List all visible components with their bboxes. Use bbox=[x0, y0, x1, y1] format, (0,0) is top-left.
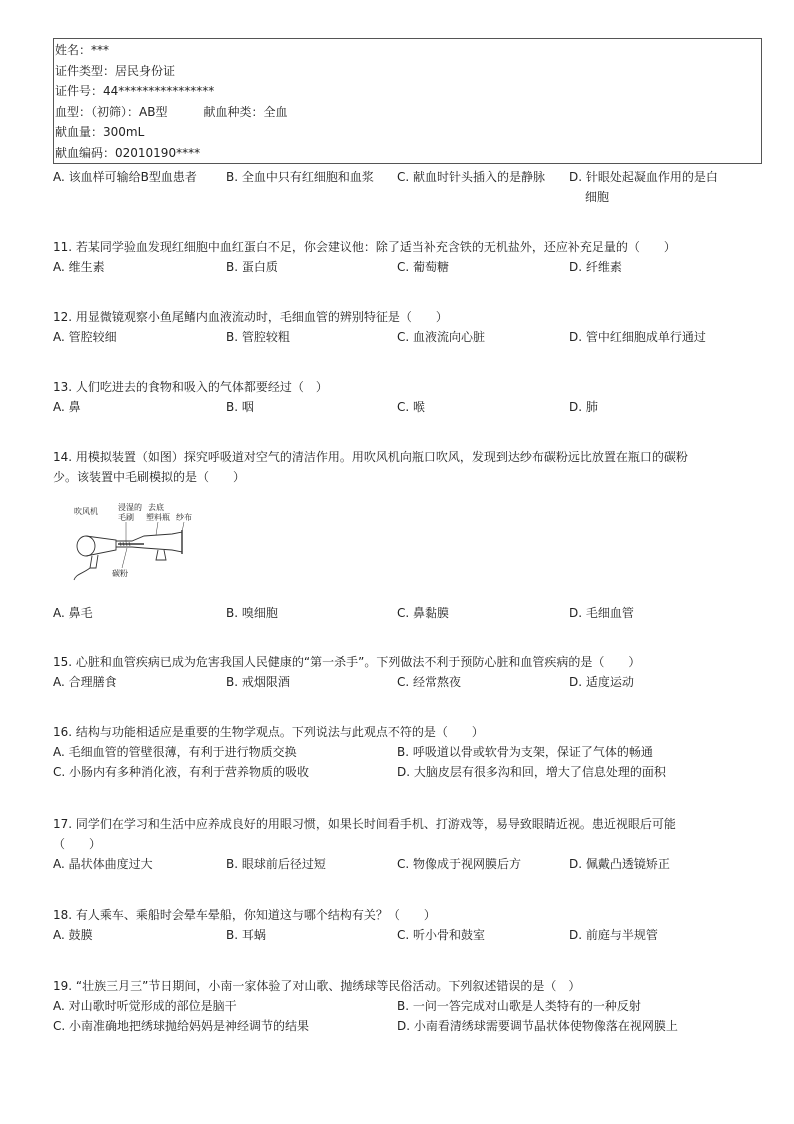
q10-option-d-line1: D. 针眼处起凝血作用的是白 bbox=[569, 170, 718, 184]
info-id-no: 证件号：44**************** bbox=[55, 84, 215, 99]
fig-label-hairdryer: 吹风机 bbox=[74, 507, 98, 516]
q10-option-b[interactable]: B. 全血中只有红细胞和血浆 bbox=[226, 170, 374, 184]
q16-option-c[interactable]: C. 小肠内有多种消化液，有利于营养物质的吸收 bbox=[53, 765, 310, 779]
q11-option-c[interactable]: C. 葡萄糖 bbox=[397, 260, 450, 274]
fig-label-carbon: 碳粉 bbox=[112, 569, 128, 578]
q14-stem-line1: 14. 用模拟装置（如图）探究呼吸道对空气的清洁作用。用吹风机向瓶口吹风，发现到达纱布碳粉远比放置在瓶口的碳粉 bbox=[53, 450, 688, 464]
q18-option-a[interactable]: A. 鼓膜 bbox=[53, 928, 93, 942]
question-14-options bbox=[53, 603, 773, 623]
q10-option-c[interactable]: C. 献血时针头插入的是静脉 bbox=[397, 170, 546, 184]
q13-stem: 13. 人们吃进去的食物和吸入的气体都要经过（ ） bbox=[53, 380, 328, 394]
q18-option-c[interactable]: C. 听小骨和鼓室 bbox=[397, 928, 486, 942]
q11-option-d[interactable]: D. 纤维素 bbox=[569, 260, 622, 274]
bottle-drawing bbox=[116, 522, 184, 568]
question-17 bbox=[53, 814, 773, 874]
q14-apparatus-figure bbox=[72, 502, 212, 582]
q13-option-b[interactable]: B. 咽 bbox=[226, 400, 254, 414]
info-name: 姓名：*** bbox=[55, 43, 110, 57]
q18-option-b[interactable]: B. 耳蜗 bbox=[226, 928, 266, 942]
q10-option-a[interactable]: A. 该血样可输给B型血患者 bbox=[53, 170, 197, 184]
question-15 bbox=[53, 652, 773, 692]
q12-stem: 12. 用显微镜观察小鱼尾鳍内血液流动时，毛细血管的辨别特征是（ ） bbox=[53, 310, 448, 324]
fig-label-brush-line2: 毛刷 bbox=[118, 513, 134, 522]
q11-option-b[interactable]: B. 蛋白质 bbox=[226, 260, 278, 274]
q10-option-d[interactable] bbox=[569, 167, 718, 207]
info-donation-type: 献血种类：全血 bbox=[203, 104, 288, 119]
q17-stem-line2: （ ） bbox=[53, 837, 102, 851]
q16-stem: 16. 结构与功能相适应是重要的生物学观点。下列说法与此观点不符的是（ ） bbox=[53, 725, 484, 739]
q18-stem: 18. 有人乘车、乘船时会晕车晕船，你知道这与哪个结构有关？（ ） bbox=[53, 908, 436, 922]
question-13 bbox=[53, 377, 773, 417]
question-16 bbox=[53, 722, 773, 782]
fig-label-gauze: 纱布 bbox=[176, 513, 192, 522]
q18-option-d[interactable]: D. 前庭与半规管 bbox=[569, 928, 658, 942]
info-code: 献血编码：02010190**** bbox=[55, 145, 201, 160]
info-volume: 献血量：300mL bbox=[55, 125, 145, 140]
q17-stem-line1: 17. 同学们在学习和生活中应养成良好的用眼习惯，如果长时间看手机、打游戏等，易导致眼睛近视。患近视眼后可能 bbox=[53, 817, 676, 831]
fig-label-brush-line1: 浸湿的 bbox=[118, 503, 142, 512]
q16-option-d[interactable]: D. 大脑皮层有很多沟和回，增大了信息处理的面积 bbox=[397, 765, 666, 779]
q15-option-c[interactable]: C. 经常熬夜 bbox=[397, 675, 462, 689]
q19-option-c[interactable]: C. 小南准确地把绣球抛给妈妈是神经调节的结果 bbox=[53, 1019, 310, 1033]
question-12 bbox=[53, 307, 773, 347]
info-blood-row bbox=[55, 102, 761, 123]
donation-info-box bbox=[53, 38, 762, 164]
q14-option-b[interactable]: B. 嗅细胞 bbox=[226, 606, 278, 620]
q10-option-d-line2: 细胞 bbox=[585, 190, 610, 204]
question-11 bbox=[53, 237, 773, 277]
q19-stem: 19. “壮族三月三”节日期间，小南一家体验了对山歌、抛绣球等民俗活动。下列叙述错误的是（ ） bbox=[53, 979, 581, 993]
q11-option-a[interactable]: A. 维生素 bbox=[53, 260, 105, 274]
hairdryer-drawing bbox=[74, 536, 116, 580]
q15-option-a[interactable]: A. 合理膳食 bbox=[53, 675, 117, 689]
q19-option-d[interactable]: D. 小南看清绣球需要调节晶状体使物像落在视网膜上 bbox=[397, 1019, 678, 1033]
q13-option-d[interactable]: D. 肺 bbox=[569, 400, 598, 414]
question-14 bbox=[53, 447, 773, 487]
q11-stem: 11. 若某同学验血发现红细胞中血红蛋白不足，你会建议他：除了适当补充含铁的无机盐外，还应补充足量的（ ） bbox=[53, 240, 676, 254]
q16-option-a[interactable]: A. 毛细血管的管壁很薄，有利于进行物质交换 bbox=[53, 745, 297, 759]
q12-option-c[interactable]: C. 血液流向心脏 bbox=[397, 330, 486, 344]
q14-stem-line2: 少。该装置中毛刷模拟的是（ ） bbox=[53, 470, 246, 484]
q13-option-c[interactable]: C. 喉 bbox=[397, 400, 426, 414]
q17-option-b[interactable]: B. 眼球前后径过短 bbox=[226, 857, 326, 871]
q17-option-c[interactable]: C. 物像成于视网膜后方 bbox=[397, 857, 522, 871]
info-blood-type: 血型：（初筛）：AB型 bbox=[55, 104, 168, 119]
info-id-type: 证件类型：居民身份证 bbox=[55, 63, 176, 78]
q12-option-d[interactable]: D. 管中红细胞成单行通过 bbox=[569, 330, 706, 344]
q12-option-a[interactable]: A. 管腔较细 bbox=[53, 330, 117, 344]
q15-option-b[interactable]: B. 戒烟限酒 bbox=[226, 675, 290, 689]
q19-option-b[interactable]: B. 一问一答完成对山歌是人类特有的一种反射 bbox=[397, 999, 641, 1013]
q13-option-a[interactable]: A. 鼻 bbox=[53, 400, 81, 414]
q15-option-d[interactable]: D. 适度运动 bbox=[569, 675, 634, 689]
question-10-options bbox=[53, 167, 773, 207]
question-18 bbox=[53, 905, 773, 945]
q16-option-b[interactable]: B. 呼吸道以骨或软骨为支架，保证了气体的畅通 bbox=[397, 745, 653, 759]
q14-option-c[interactable]: C. 鼻黏膜 bbox=[397, 606, 450, 620]
q19-option-a[interactable]: A. 对山歌时听觉形成的部位是脑干 bbox=[53, 999, 237, 1013]
q14-option-d[interactable]: D. 毛细血管 bbox=[569, 606, 634, 620]
q17-option-d[interactable]: D. 佩戴凸透镜矫正 bbox=[569, 857, 670, 871]
bottle-stand-drawing bbox=[156, 550, 166, 560]
q17-option-a[interactable]: A. 晶状体曲度过大 bbox=[53, 857, 153, 871]
question-19 bbox=[53, 976, 773, 1036]
q12-option-b[interactable]: B. 管腔较粗 bbox=[226, 330, 290, 344]
fig-label-bottle-line2: 塑料瓶 bbox=[146, 513, 170, 522]
fig-label-bottle-line1: 去底 bbox=[148, 503, 164, 512]
q14-option-a[interactable]: A. 鼻毛 bbox=[53, 606, 93, 620]
q15-stem: 15. 心脏和血管疾病已成为危害我国人民健康的“第一杀手”。下列做法不利于预防心脏和血管疾病的是（ ） bbox=[53, 655, 641, 669]
